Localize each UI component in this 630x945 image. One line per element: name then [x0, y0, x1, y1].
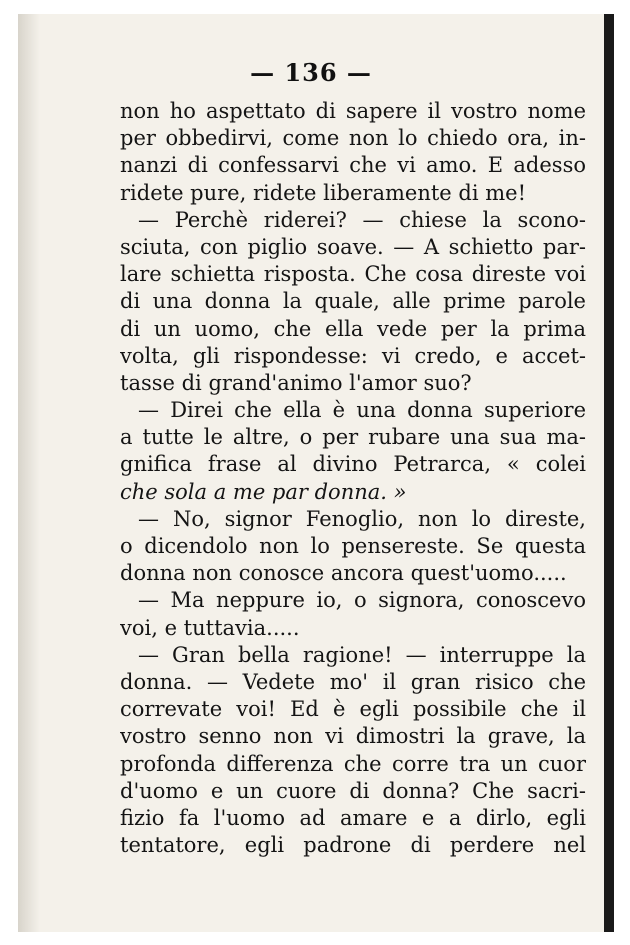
- text-line: per obbedirvi, come non lo chiedo ora, in-: [120, 126, 586, 151]
- text-line: — Direi che ella è una donna superiore: [138, 398, 586, 423]
- book-page: [18, 14, 614, 932]
- text-line: tasse di grand'animo l'amor suo?: [120, 370, 472, 395]
- text-line: — No, signor Fenoglio, non lo direste,: [138, 506, 586, 531]
- page-number: — 136 —: [250, 58, 372, 87]
- text-line: profonda differenza che corre tra un cuor: [120, 751, 586, 776]
- text-line: donna. — Vedete mo' il gran risico che: [120, 669, 586, 694]
- text-line: o dicendolo non lo pensereste. Se questa: [120, 534, 586, 558]
- text-line: non ho aspettato di sapere il vostro nome: [120, 99, 586, 123]
- text-line: volta, gli rispondesse: vi credo, e accet-: [120, 343, 586, 368]
- text-line: di un uomo, che ella vede per la prima: [120, 316, 586, 341]
- text-line: donna non conosce ancora quest'uomo.....: [120, 561, 567, 586]
- text-line: di una donna la quale, alle prime parole: [120, 289, 586, 314]
- text-line: — Ma neppure io, o signora, conoscevo: [138, 588, 586, 613]
- text-line: d'uomo e un cuore di donna? Che sacri-: [120, 778, 586, 803]
- text-line: a tutte le altre, o per rubare una sua ma-: [120, 425, 586, 450]
- page-gutter-shadow: [18, 14, 40, 932]
- text-line: — Gran bella ragione! — interruppe la: [138, 642, 586, 667]
- text-line: vostro senno non vi dimostri la grave, la: [120, 724, 586, 749]
- text-line: gnifica frase al divino Petrarca, « colei: [120, 452, 586, 477]
- text-line: tentatore, egli padrone di perdere nel: [120, 833, 586, 858]
- text-line: nanzi di confessarvi che vi amo. E adesso: [120, 153, 586, 178]
- text-line: lare schietta risposta. Che cosa direste voi: [120, 262, 586, 287]
- text-line: correvate voi! Ed è egli possibile che il: [120, 697, 586, 722]
- text-line: che sola a me par donna. »: [120, 479, 407, 504]
- text-line: voi, e tuttavia.....: [120, 615, 300, 640]
- text-line: ridete pure, ridete liberamente di me!: [120, 180, 527, 205]
- text-line: — Perchè riderei? — chiese la scono-: [138, 207, 586, 232]
- page-body-text: [120, 98, 586, 859]
- text-line: fizio fa l'uomo ad amare e a dirlo, egli: [120, 805, 586, 830]
- text-line: sciuta, con piglio soave. — A schietto par-: [120, 234, 586, 259]
